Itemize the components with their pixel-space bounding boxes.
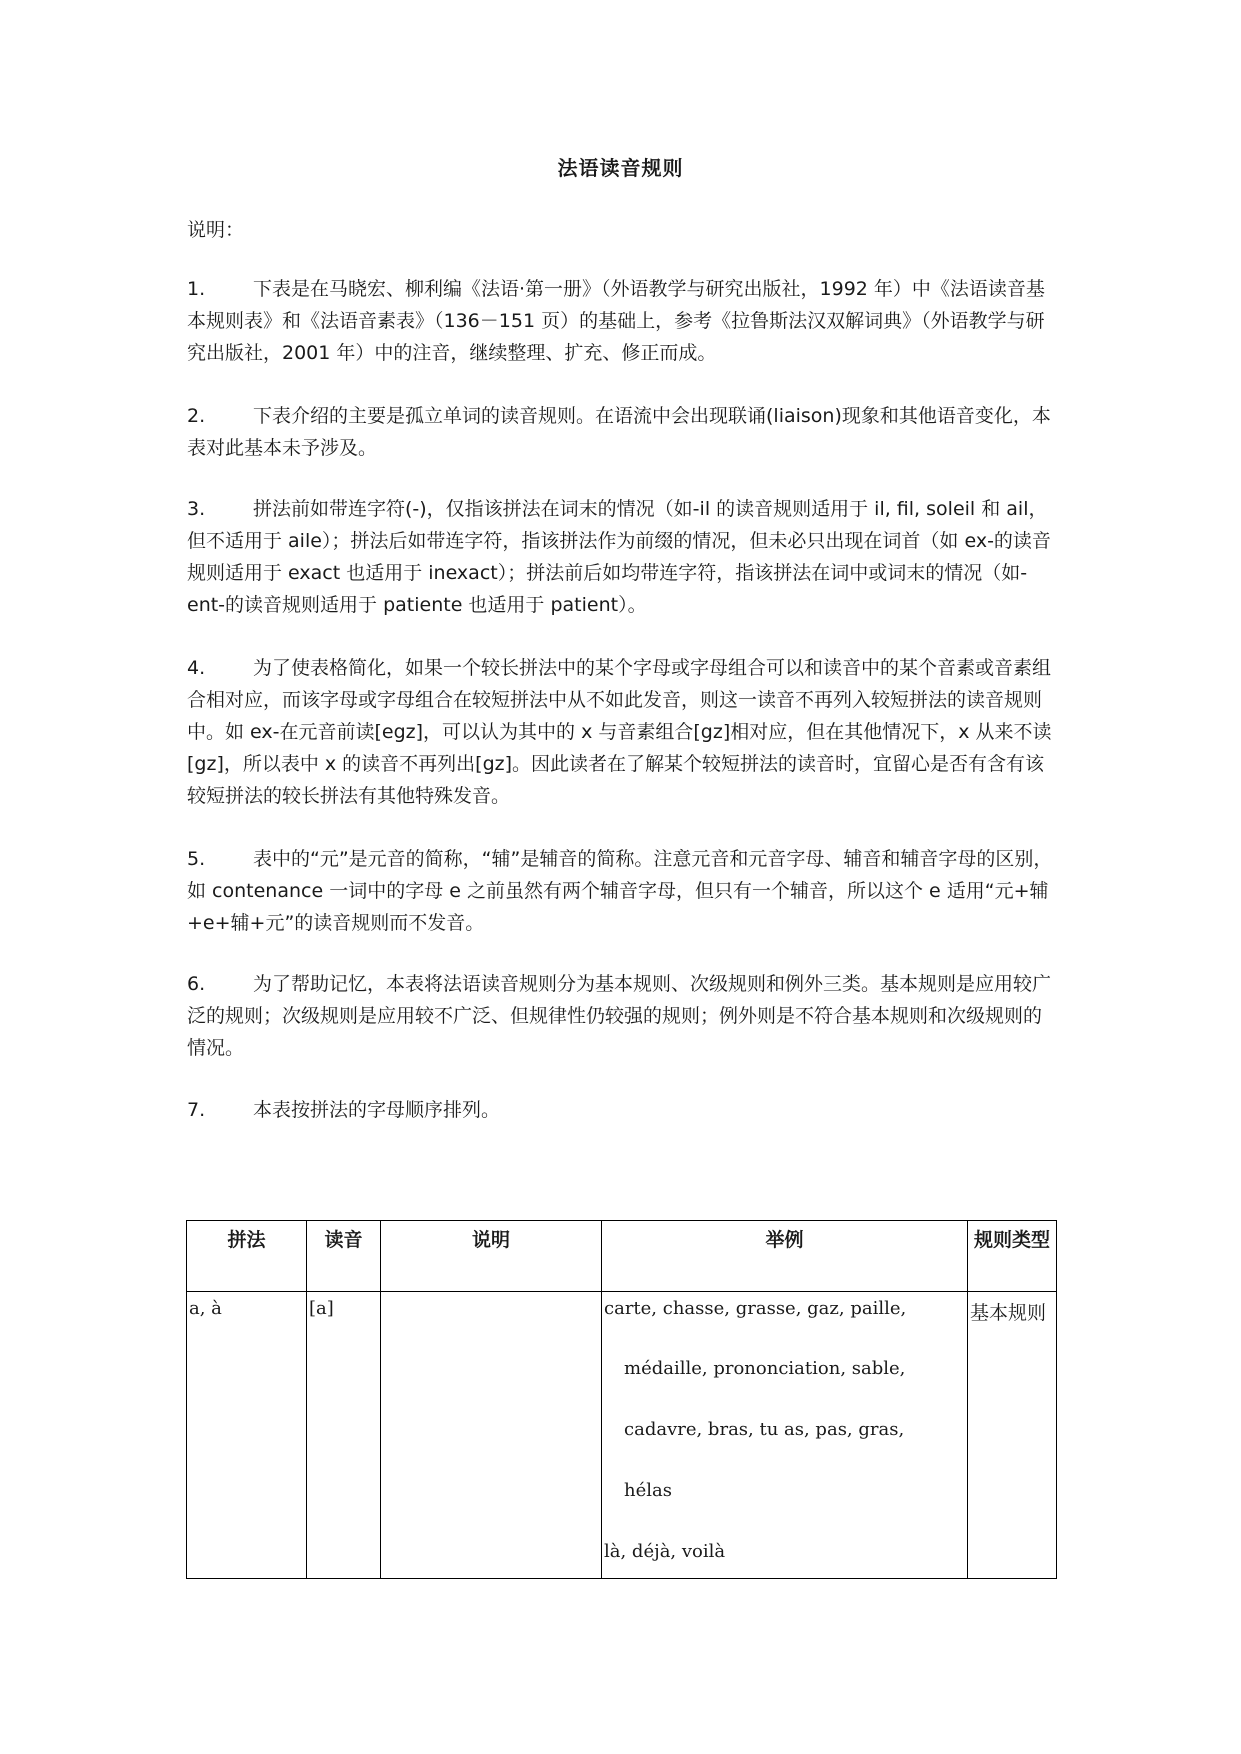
note-item-6 <box>187 968 1059 1064</box>
example-line: là, déjà, voilà <box>604 1541 726 1562</box>
note-item-5 <box>187 843 1059 939</box>
example-line: cadavre, bras, tu as, pas, gras, <box>624 1419 905 1440</box>
note-text: 表中的“元”是元音的简称，“辅”是辅音的简称。注意元音和元音字母、辅音和辅音字母的区别，如 contenance 一词中的字母 e 之前虽然有两个辅音字母，但只有一个辅音，所以这个 e 适用“元+辅+e+辅+元”的读音规则而不发音。 <box>187 848 1053 934</box>
cell-examples <box>602 1292 968 1579</box>
note-item-7 <box>187 1094 1059 1126</box>
example-line: hélas <box>624 1480 672 1501</box>
header-examples: 举例 <box>602 1221 968 1292</box>
note-item-3 <box>187 493 1059 621</box>
note-text: 为了帮助记忆，本表将法语读音规则分为基本规则、次级规则和例外三类。基本规则是应用较广泛的规则；次级规则是应用较不广泛、但规律性仍较强的规则；例外则是不符合基本规则和次级规则的情况。 <box>187 973 1052 1059</box>
table-row <box>187 1292 1057 1579</box>
header-rule-type: 规则类型 <box>968 1221 1057 1292</box>
intro-label: 说明： <box>187 219 245 241</box>
note-text: 拼法前如带连字符(-)，仅指该拼法在词末的情况（如-il 的读音规则适用于 il, fil, soleil 和 ail，但不适用于 aile）；拼法后如带连字符，指该拼法作为前缀的情况，但未必只出现在词首（如 ex-的读音规则适用于 exact 也适用于 inexact）；拼法前后如均带连字符，指该拼法在词中或词末的情况（如-ent-的读音规则适用于 patiente 也适用于 patient）。 <box>187 498 1051 616</box>
note-number: 3. <box>187 498 206 520</box>
note-item-2 <box>187 400 1059 464</box>
cell-pronunciation: [a] <box>307 1292 381 1579</box>
note-text: 本表按拼法的字母顺序排列。 <box>253 1099 501 1121</box>
cell-spelling: a, à <box>187 1292 307 1579</box>
note-number: 4. <box>187 657 206 679</box>
header-pronunciation: 读音 <box>307 1221 381 1292</box>
document-title: 法语读音规则 <box>557 156 684 180</box>
note-number: 1. <box>187 278 206 300</box>
cell-rule-type <box>968 1292 1057 1579</box>
header-spelling: 拼法 <box>187 1221 307 1292</box>
example-line: médaille, prononciation, sable, <box>624 1358 906 1379</box>
note-text: 下表介绍的主要是孤立单词的读音规则。在语流中会出现联诵(liaison)现象和其他语音变化，本表对此基本未予涉及。 <box>187 405 1051 459</box>
note-number: 6. <box>187 973 206 995</box>
rule-type-text: 基本规则 <box>970 1302 1047 1324</box>
note-item-1 <box>187 273 1059 369</box>
note-item-4 <box>187 652 1059 812</box>
note-number: 5. <box>187 848 206 870</box>
example-line: carte, chasse, grasse, gaz, paille, <box>604 1298 907 1319</box>
note-text: 下表是在马晓宏、柳利编《法语·第一册》（外语教学与研究出版社，1992 年）中《法语读音基本规则表》和《法语音素表》（136－151 页）的基础上，参考《拉鲁斯法汉双解词典》（外语教学与研究出版社，2001 年）中的注音，继续整理、扩充、修正而成。 <box>187 278 1045 364</box>
table-header-row <box>187 1221 1057 1292</box>
note-text: 为了使表格简化，如果一个较长拼法中的某个字母或字母组合可以和读音中的某个音素或音素组合相对应，而该字母或字母组合在较短拼法中从不如此发音，则这一读音不再列入较短拼法的读音规则中。如 ex-在元音前读[egz]，可以认为其中的 x 与音素组合[gz]相对应，但在其他情况下，x 从来不读[gz]，所以表中 x 的读音不再列出[gz]。因此读者在了解某个较短拼法的读音时，宜留心是否有含有该较短拼法的较长拼法有其他特殊发音。 <box>187 657 1052 807</box>
header-note: 说明 <box>381 1221 602 1292</box>
cell-note <box>381 1292 602 1579</box>
pronunciation-rules-table <box>186 1220 1057 1579</box>
note-number: 7. <box>187 1099 206 1121</box>
note-number: 2. <box>187 405 206 427</box>
